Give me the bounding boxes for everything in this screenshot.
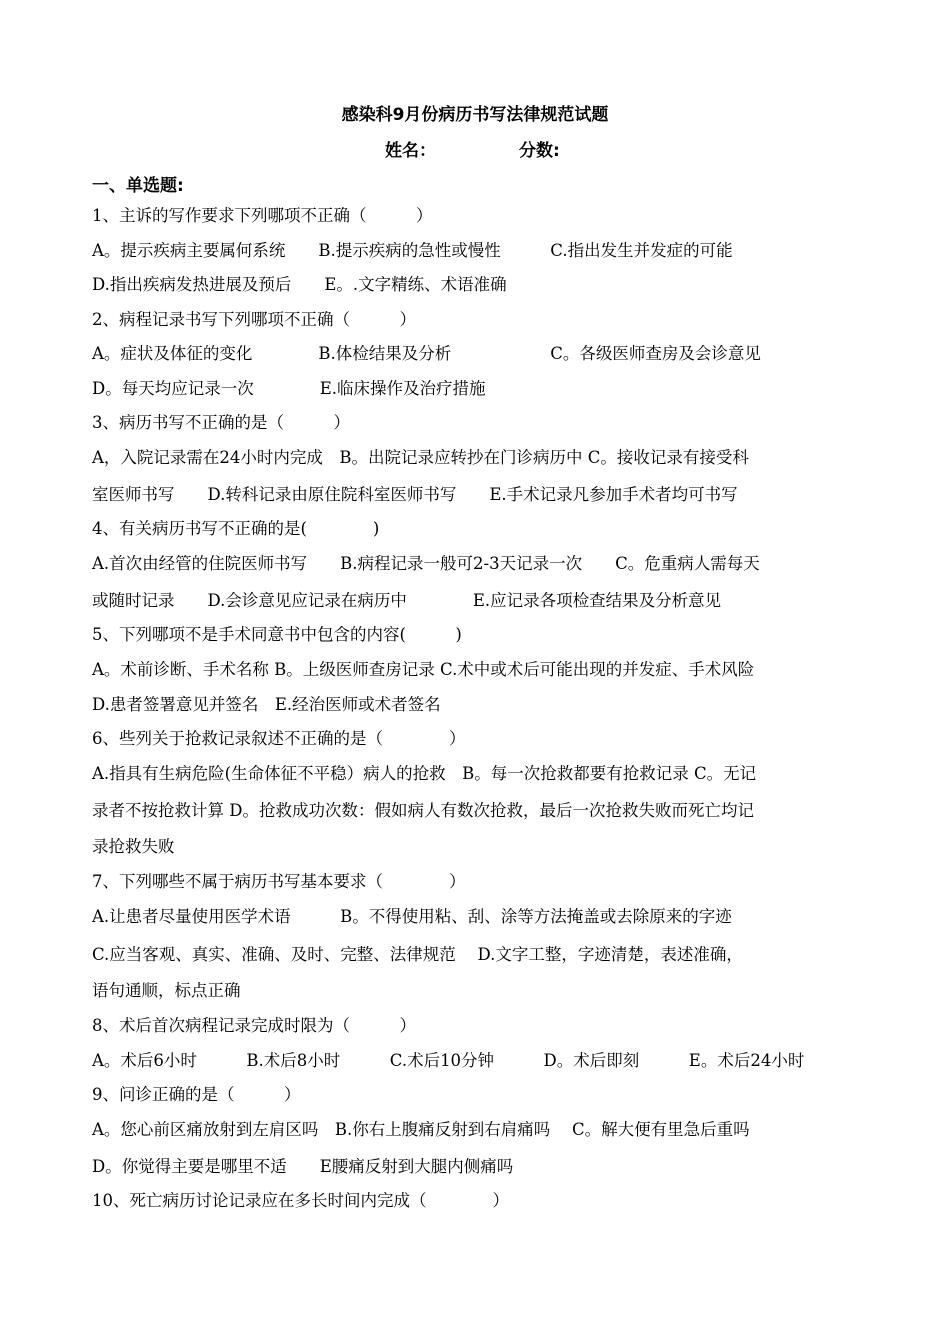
question-3: 3、病历书写不正确的是（ ） [92,413,350,432]
question-6: 6、些列关于抢救记录叙述不正确的是（ ） [92,729,466,748]
option-line: A。术前诊断、手术名称 B。上级医师查房记录 C.术中或术后可能出现的并发症、手术风险 [92,660,755,679]
option-line: C.应当客观、真实、准确、及时、完整、法律规范 D.文字工整，字迹清楚，表述准确， [92,945,743,964]
question-4: 4、有关病历书写不正确的是( ) [92,519,380,538]
question-7: 7、下列哪些不属于病历书写基本要求（ ） [92,872,466,891]
option-line: A，入院记录需在24小时内完成 B。出院记录应转抄在门诊病历中 C。接收记录有接受科 [92,448,749,467]
section-heading: 一、单选题: [92,176,184,196]
score-label: 分数: [519,141,560,161]
option-line: D.患者签署意见并签名 E.经治医师或术者签名 [92,695,441,714]
page-title: 感染科9月份病历书写法律规范试题 [341,105,609,125]
option-line: A。您心前区痛放射到左肩区吗 B.你右上腹痛反射到右肩痛吗 C。解大便有里急后重吗 [92,1120,750,1139]
question-10: 10、死亡病历讨论记录应在多长时间内完成（ ） [92,1191,509,1210]
option-line: 录者不按抢救计算 D。抢救成功次数：假如病人有数次抢救，最后一次抢救失败而死亡均记 [92,801,754,820]
option-line: 录抢救失败 [92,837,175,856]
option-line: D。你觉得主要是哪里不适 E腰痛反射到大腿内侧痛吗 [92,1157,514,1176]
option-line: A。提示疾病主要属何系统 B.提示疾病的急性或慢性 C.指出发生并发症的可能 [92,241,733,260]
option-line: 室医师书写 D.转科记录由原住院科室医师书写 E.手术记录凡参加手术者均可书写 [92,485,738,504]
question-9: 9、问诊正确的是（ ） [92,1085,301,1104]
question-8: 8、术后首次病程记录完成时限为（ ） [92,1016,416,1035]
option-line: A.首次由经管的住院医师书写 B.病程记录一般可2-3天记录一次 C。危重病人需每天 [92,554,760,573]
question-2: 2、病程记录书写下列哪项不正确（ ） [92,310,416,329]
option-line: A。术后6小时 B.术后8小时 C.术后10分钟 D。术后即刻 E。术后24小时 [92,1051,805,1070]
option-line: A。症状及体征的变化 B.体检结果及分析 C。各级医师查房及会诊意见 [92,344,761,363]
name-label: 姓名： [385,141,436,161]
question-1: 1、主诉的写作要求下列哪项不正确（ ） [92,206,433,225]
option-line: A.指具有生病危险(生命体征不平稳）病人的抢救 B。每一次抢救都要有抢救记录 C。无记 [92,764,757,783]
option-line: 或随时记录 D.会诊意见应记录在病历中 E.应记录各项检查结果及分析意见 [92,591,722,610]
option-line: A.让患者尽量使用医学术语 B。不得使用粘、刮、涂等方法掩盖或去除原来的字迹 [92,907,732,926]
question-5: 5、下列哪项不是手术同意书中包含的内容( ) [92,625,462,644]
option-line: D。每天均应记录一次 E.临床操作及治疗措施 [92,379,486,398]
option-line: D.指出疾病发热进展及预后 E。.文字精练、术语准确 [92,275,507,294]
option-line: 语句通顺，标点正确 [92,981,241,1000]
